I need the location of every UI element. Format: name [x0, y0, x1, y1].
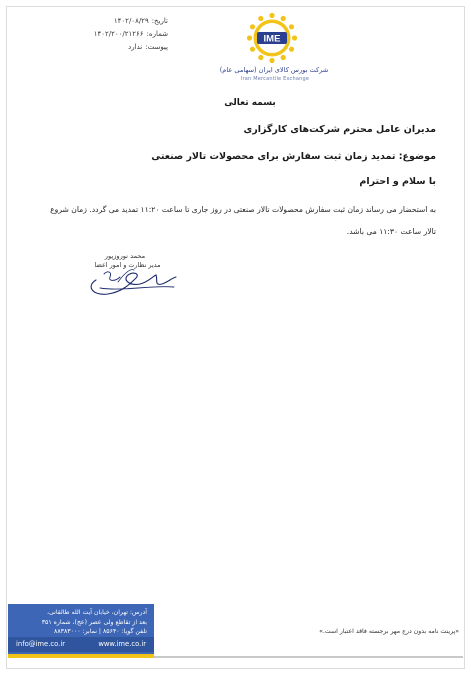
footer-contact-bar [8, 637, 154, 652]
number-value: ۱۴۰۲/۲۰۰/۲۱۲۶۶ [93, 30, 144, 38]
footer-website[interactable]: www.ime.co.ir [98, 640, 146, 648]
logo-mark-text: IME [263, 33, 281, 45]
body-paragraph: به استحضار می رساند زمان ثبت سفارش محصولات تالار صنعتی در روز جاری تا ساعت ۱۱:۲۰ تمدید می گردد. زمان شروع تالار ساعت ۱۱:۳۰ می باشد. [50, 205, 436, 236]
letter-meta [58, 15, 168, 54]
date-row [58, 15, 168, 28]
number-label: شماره: [146, 30, 168, 38]
basmala-heading: بسمه تعالی [224, 98, 276, 108]
logo-english-name: Iran Mercantile Exchange [240, 76, 310, 82]
addressee-line: مدیران عامل محترم شرکت‌های کارگزاری [243, 124, 436, 135]
footer-address-line1: آدرس: تهران، خیابان آیت الله طالقانی، [47, 609, 147, 616]
subject-line: موضوع: تمدید زمان ثبت سفارش برای محصولات تالار صنعتی [151, 151, 436, 162]
footer-validity-note: «پرینت نامه بدون درج مهر برجسته فاقد اعتبار است.» [319, 628, 459, 635]
signatory-title: مدیر نظارت و امور اعضا [94, 261, 161, 269]
company-logo [219, 12, 329, 87]
footer-phone-line: تلفن گویا: ۸۵۶۴۰ | نمابر: ۸۸۳۸۳۰۰۰ [54, 628, 147, 636]
footer-divider [154, 656, 463, 658]
footer-yellow-strip [8, 654, 154, 658]
footer-email[interactable]: info@ime.co.ir [16, 640, 66, 648]
footer-address-line2: بعد از تقاطع ولی عصر (عج)، شماره ۳۵۱ [41, 618, 147, 626]
attachment-row [58, 41, 168, 54]
greeting-line: با سلام و احترام [359, 176, 436, 187]
logo-persian-name: شرکت بورس کالای ایران (سهامی عام) [219, 66, 329, 74]
date-value: ۱۴۰۲/۰۸/۲۹ [113, 17, 149, 25]
number-row [58, 28, 168, 41]
date-label: تاریخ: [151, 17, 168, 25]
ime-logo-icon [246, 12, 298, 64]
attachment-label: پیوست: [145, 43, 168, 51]
attachment-value: ندارد [128, 43, 143, 51]
signatory-name: محمد نوروزپور [104, 252, 146, 260]
